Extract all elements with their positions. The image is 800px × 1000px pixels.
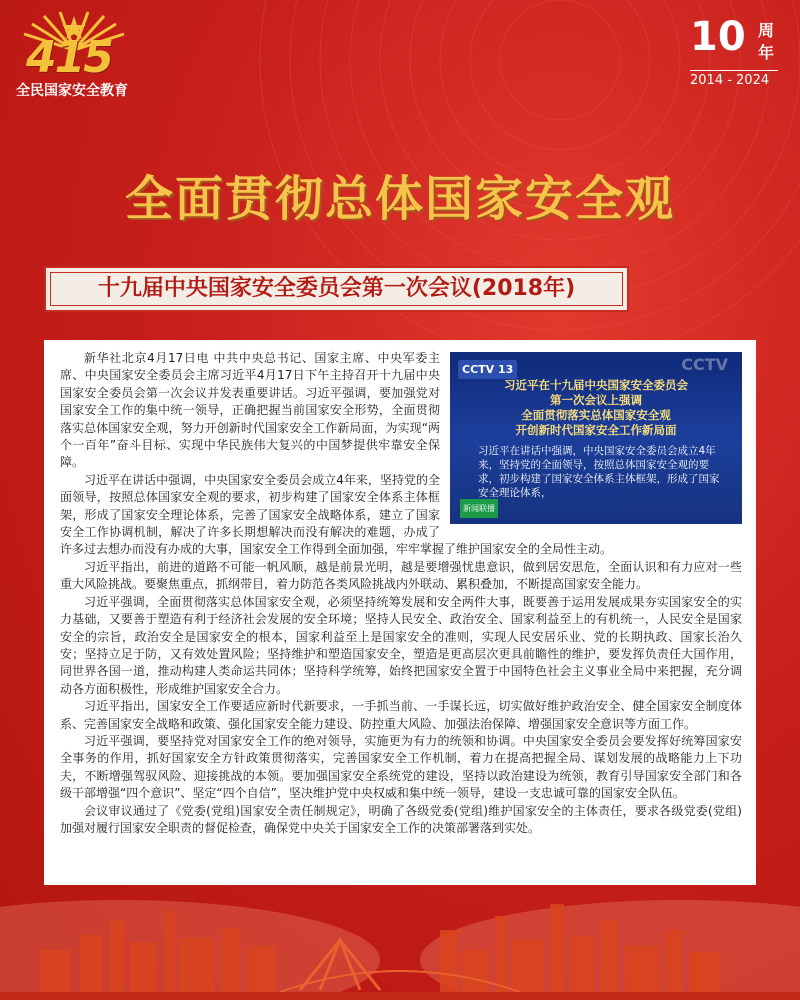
article-paragraph: 新华社北京4月17日电 中共中央总书记、国家主席、中央军委主席、中央国家安全委员会主席习近平4月17日下午主持召开十九届中央国家安全委员会第一次会议并发表重要讲话。习近平强调，要加强党对国家安全工作的集中统一领导，正确把握当前国家安全形势，全面贯彻落实总体国家安全观，努力开创新时代国家安全工作新局面，为实现“两个一百年”奋斗目标、实现中华民族伟大复兴的中国梦提供牢靠安全保障。 (60, 351, 440, 470)
anniversary-number: 10 (690, 14, 746, 60)
article-paragraph: 习近平强调，全面贯彻落实总体国家安全观，必须坚持统筹发展和安全两件大事，既要善于运用发展成果夯实国家安全的实力基础，又要善于塑造有利于经济社会发展的安全环境；坚持人民安全、政治安全、国家利益至上的有机统一，人民安全是国家安全的宗旨，政治安全是国家安全的根本，国家利益至上是国家安全的准则，实现人民安居乐业、党的长期执政、国家长治久安；坚持立足于防，又有效处置风险；坚持维护和塑造国家安全，塑造是更高层次更具前瞻性的维护，要发挥负责任大国作用，同世界各国一道，推动构建人类命运共同体；坚持科学统筹，始终把国家安全置于中国特色社会主义事业全局中来把握，充分调动各方面积极性，形成维护国家安全合力。 (60, 594, 742, 696)
logo-number: 415 (26, 32, 112, 83)
article-paragraph: 习近平指出，国家安全工作要适应新时代新要求，一手抓当前、一手谋长远，切实做好维护政治安全、健全国家安全制度体系、完善国家安全战略和政策、强化国家安全能力建设、防控重大风险、加强法治保障、增强国家安全意识等方面工作。 (60, 699, 742, 731)
subtitle-text: 十九届中央国家安全委员会第一次会议(2018年) (97, 276, 576, 301)
anniversary-years: 2014 - 2024 (690, 70, 778, 88)
headline-line: 第一次会议上强调 (550, 393, 642, 407)
anniversary-badge (690, 14, 790, 94)
logo-caption: 全民国家安全教育 (16, 83, 128, 99)
article-panel (44, 340, 756, 885)
article-paragraph: 习近平指出，前进的道路不可能一帆风顺，越是前景光明，越是要增强忧患意识，做到居安思危，全面认识和有力应对一些重大风险挑战。要聚焦重点，抓纲带目，着力防范各类风险挑战内外联动、累积叠加，不断提高国家安全能力。 (60, 559, 742, 592)
article-paragraph: 会议审议通过了《党委(党组)国家安全责任制规定》，明确了各级党委(党组)维护国家安全的主体责任，要求各级党委(党组)加强对履行国家安全职责的督促检查，确保党中央关于国家安全工作的决策部署落到实处。 (60, 803, 742, 835)
headline-line: 习近平在十九届中央国家安全委员会 (504, 378, 688, 392)
article-body (60, 350, 742, 837)
article-paragraph: 习近平在讲话中强调，中央国家安全委员会成立4年来，坚持党的全面领导，按照总体国家安全观的要求，初步构建了国家安全体系主体框架，形成了国家安全理论体系，完善了国家安全战略体系，建立了国家安全工作协调机制，解决了许多长期想解决而没有解决的难题，办成了许多过去想办而没有办成的大事，国家安全工作得到全面加强，牢牢掌握了维护国家安全的全局性主动。 (60, 472, 613, 557)
news-program-logo: 新闻联播 (460, 499, 498, 518)
news-screenshot (450, 352, 742, 524)
page-title: 全面贯彻总体国家安全观 (124, 171, 675, 227)
subtitle-banner (44, 266, 629, 312)
cctv-watermark: CCTV (681, 355, 728, 374)
headline-line: 开创新时代国家安全工作新局面 (515, 423, 677, 437)
city-skyline (0, 880, 800, 1000)
cctv-channel-logo: CCTV 13 (458, 360, 517, 379)
article-paragraph: 习近平强调，要坚持党对国家安全工作的绝对领导，实施更为有力的统领和协调。中央国家安全委员会要发挥好统筹国家安全事务的作用，抓好国家安全方针政策贯彻落实，完善国家安全工作机制，着力在提高把握全局、谋划发展的战略能力上下功夫，不断增强驾驭风险、迎接挑战的本领。要加强国家安全系统党的建设，坚持以政治建设为统领，教育引导国家安全部门和各级干部增强“四个意识”、坚定“四个自信”，坚决维护党中央权威和集中统一领导，建设一支忠诚可靠的国家安全队伍。 (60, 733, 742, 801)
news-caption: 习近平在讲话中强调，中央国家安全委员会成立4年来，坚持党的全面领导，按照总体国家安全观的要求，初步构建了国家安全体系主体框架，形成了国家安全理论体系， (478, 445, 720, 499)
headline-line: 全面贯彻落实总体国家安全观 (521, 408, 671, 422)
anniversary-zhou: 周 (758, 21, 775, 40)
national-security-education-logo (12, 10, 142, 100)
anniversary-nian: 年 (758, 43, 775, 62)
news-headline (450, 378, 742, 438)
